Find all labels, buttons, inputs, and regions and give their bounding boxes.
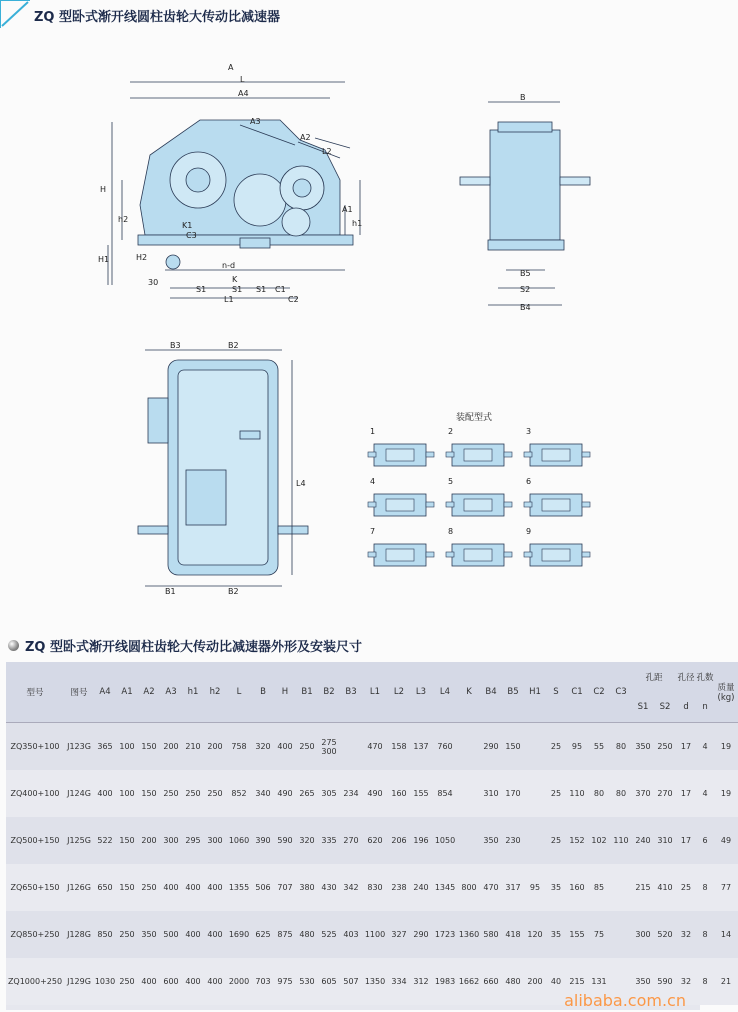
header-cell: A3 <box>160 662 182 723</box>
dim-C2: C2 <box>288 295 299 304</box>
table-cell: 250 <box>138 864 160 911</box>
table-cell: J126G <box>64 864 94 911</box>
dim-H1: H1 <box>98 255 110 264</box>
table-cell: 975 <box>274 958 296 1005</box>
section-title <box>8 636 362 655</box>
table-row <box>6 723 738 771</box>
dim-A3: A3 <box>250 117 261 126</box>
table-cell: 25 <box>546 817 566 864</box>
dim-h2: h2 <box>118 215 129 224</box>
table-cell: 270 <box>654 770 676 817</box>
table-cell: 507 <box>340 958 362 1005</box>
page-title: ZQ 型卧式渐开线圆柱齿轮大传动比减速器 <box>34 10 281 25</box>
table-cell: 530 <box>296 958 318 1005</box>
table-cell: 80 <box>588 770 610 817</box>
table-cell: 320 <box>296 817 318 864</box>
table-cell: 110 <box>610 817 632 864</box>
dimension-table <box>6 662 738 1005</box>
table-cell: 830 <box>362 864 388 911</box>
mounting-number: 8 <box>448 527 454 536</box>
dim-nd: n-d <box>222 261 236 270</box>
table-cell: 300 <box>632 911 654 958</box>
table-cell: 852 <box>226 770 252 817</box>
header-cell: A4 <box>94 662 116 723</box>
table-cell: 380 <box>296 864 318 911</box>
table-cell: 580 <box>480 911 502 958</box>
header-cell: 型号 <box>6 662 64 723</box>
table-row <box>6 817 738 864</box>
table-cell: 32 <box>676 958 696 1005</box>
table-cell: ZQ1000+250 <box>6 958 64 1005</box>
table-cell <box>524 723 546 771</box>
table-cell: 350 <box>480 817 502 864</box>
dim-h1: h1 <box>352 219 363 228</box>
header-cell: B1 <box>296 662 318 723</box>
header-hole-count: 孔数 <box>696 662 714 692</box>
header-cell: B2 <box>318 662 340 723</box>
table-cell: 600 <box>160 958 182 1005</box>
table-cell: 400 <box>94 770 116 817</box>
dim-K1: K1 <box>182 221 193 230</box>
table-cell: 250 <box>116 911 138 958</box>
bullet-icon <box>8 640 19 651</box>
table-cell: 605 <box>318 958 340 1005</box>
table-cell: 1360 <box>458 911 480 958</box>
dim-C1: C1 <box>275 285 286 294</box>
section-title-text: ZQ 型卧式渐开线圆柱齿轮大传动比减速器外形及安装尺寸 <box>25 640 363 655</box>
table-cell: 310 <box>654 817 676 864</box>
table-cell: J123G <box>64 723 94 771</box>
header-cell: K <box>458 662 480 723</box>
table-cell: 215 <box>632 864 654 911</box>
table-cell: J125G <box>64 817 94 864</box>
table-cell: 150 <box>138 723 160 771</box>
dim-B3-top: B3 <box>170 341 181 350</box>
table-cell: 410 <box>654 864 676 911</box>
table-cell: 200 <box>160 723 182 771</box>
table-cell: 155 <box>410 770 432 817</box>
table-cell <box>610 911 632 958</box>
header-cell: L1 <box>362 662 388 723</box>
mounting-title: 装配型式 <box>456 413 493 423</box>
table-cell: 110 <box>566 770 588 817</box>
dim-K: K <box>232 275 238 284</box>
table-cell: 403 <box>340 911 362 958</box>
header-cell: C1 <box>566 662 588 723</box>
header-cell: B5 <box>502 662 524 723</box>
table-cell: 102 <box>588 817 610 864</box>
mounting-type-5 <box>446 477 512 516</box>
dim-L1: L1 <box>224 295 234 304</box>
dim-H2: H2 <box>136 253 148 262</box>
technical-drawing <box>0 30 700 630</box>
table-cell: 350 <box>138 911 160 958</box>
table-cell <box>458 770 480 817</box>
table-cell: 430 <box>318 864 340 911</box>
dim-S1-c: S1 <box>256 285 267 294</box>
table-cell: 158 <box>388 723 410 771</box>
table-cell: J124G <box>64 770 94 817</box>
table-cell: 120 <box>524 911 546 958</box>
table-cell <box>524 817 546 864</box>
watermark: alibaba.com.cn <box>564 991 686 1010</box>
table-cell: 590 <box>654 958 676 1005</box>
table-cell: 19 <box>714 770 738 817</box>
table-cell: 85 <box>588 864 610 911</box>
table-cell: 250 <box>182 770 204 817</box>
table-cell: 707 <box>274 864 296 911</box>
subheader-cell: n <box>696 692 714 723</box>
table-cell: 500 <box>160 911 182 958</box>
table-cell: 758 <box>226 723 252 771</box>
mounting-number: 6 <box>526 477 532 486</box>
mounting-type-9 <box>524 527 590 566</box>
table-cell: 275 300 <box>318 723 340 771</box>
table-cell: 1345 <box>432 864 458 911</box>
dim-A: A <box>228 63 234 72</box>
table-cell: 875 <box>274 911 296 958</box>
mounting-number: 7 <box>370 527 376 536</box>
dim-B4: B4 <box>520 303 531 312</box>
table-cell: 8 <box>696 864 714 911</box>
mounting-number: 4 <box>370 477 376 486</box>
table-cell: 155 <box>566 911 588 958</box>
header-cell: H1 <box>524 662 546 723</box>
table-cell: 300 <box>160 817 182 864</box>
table-cell: 2000 <box>226 958 252 1005</box>
table-cell <box>458 723 480 771</box>
table-cell: 335 <box>318 817 340 864</box>
mounting-number: 2 <box>448 427 454 436</box>
table-cell: 470 <box>362 723 388 771</box>
mounting-number: 1 <box>370 427 376 436</box>
table-cell: 150 <box>116 817 138 864</box>
table-cell: 290 <box>410 911 432 958</box>
table-cell: 400 <box>204 911 226 958</box>
table-cell: 590 <box>274 817 296 864</box>
table-cell: 400 <box>204 864 226 911</box>
table-cell: 100 <box>116 770 138 817</box>
table-cell: 370 <box>632 770 654 817</box>
table-cell: 390 <box>252 817 274 864</box>
table-cell: ZQ850+250 <box>6 911 64 958</box>
table-cell: 40 <box>546 958 566 1005</box>
table-cell: 35 <box>546 911 566 958</box>
header-cell: C2 <box>588 662 610 723</box>
dim-S2: S2 <box>520 285 531 294</box>
table-cell: 206 <box>388 817 410 864</box>
table-cell: 1690 <box>226 911 252 958</box>
table-cell: 234 <box>340 770 362 817</box>
table-cell: 21 <box>714 958 738 1005</box>
table-cell: 1355 <box>226 864 252 911</box>
table-cell: 310 <box>480 770 502 817</box>
table-cell: 1983 <box>432 958 458 1005</box>
table-cell: 17 <box>676 723 696 771</box>
table-cell: 4 <box>696 770 714 817</box>
dim-B1-bottom: B1 <box>165 587 176 596</box>
table-cell: 1662 <box>458 958 480 1005</box>
table-cell: 300 <box>204 817 226 864</box>
table-cell: 480 <box>502 958 524 1005</box>
header-cell: C3 <box>610 662 632 723</box>
header-cell: L <box>226 662 252 723</box>
subheader-cell: d <box>676 692 696 723</box>
table-cell: 1350 <box>362 958 388 1005</box>
header-cell: B4 <box>480 662 502 723</box>
table-cell <box>524 770 546 817</box>
table-cell: 620 <box>362 817 388 864</box>
mounting-type-6 <box>524 477 590 516</box>
table-cell: 25 <box>546 723 566 771</box>
mounting-type-7 <box>368 527 434 566</box>
table-cell: 490 <box>362 770 388 817</box>
dim-L: L <box>240 75 245 84</box>
table-cell: 520 <box>654 911 676 958</box>
table-cell: 200 <box>138 817 160 864</box>
table-cell: 17 <box>676 770 696 817</box>
table-cell: 490 <box>274 770 296 817</box>
table-cell: 150 <box>138 770 160 817</box>
table-cell: 150 <box>502 723 524 771</box>
table-cell: 418 <box>502 911 524 958</box>
table-cell: 625 <box>252 911 274 958</box>
subheader-cell: S1 <box>632 692 654 723</box>
dim-L4: L4 <box>296 479 306 488</box>
table-cell: 160 <box>566 864 588 911</box>
header-cell: 质量(kg) <box>714 662 738 723</box>
dim-S1-a: S1 <box>196 285 207 294</box>
dim-H: H <box>100 185 107 194</box>
table-cell: 522 <box>94 817 116 864</box>
dim-B2-bottom: B2 <box>228 587 239 596</box>
header-cell: L3 <box>410 662 432 723</box>
table-cell: 334 <box>388 958 410 1005</box>
table-cell: 350 <box>632 723 654 771</box>
table-cell: 365 <box>94 723 116 771</box>
table-cell: 650 <box>94 864 116 911</box>
table-cell: 240 <box>410 864 432 911</box>
table-cell: 1030 <box>94 958 116 1005</box>
table-cell: ZQ350+100 <box>6 723 64 771</box>
table-cell: 152 <box>566 817 588 864</box>
dim-30: 30 <box>148 278 159 287</box>
table-cell: 312 <box>410 958 432 1005</box>
table-cell: 80 <box>610 723 632 771</box>
header-cell: B3 <box>340 662 362 723</box>
table-cell: 1050 <box>432 817 458 864</box>
table-cell: 240 <box>632 817 654 864</box>
table-cell: 210 <box>182 723 204 771</box>
dim-B: B <box>520 93 526 102</box>
table-cell: 160 <box>388 770 410 817</box>
table-cell: ZQ500+150 <box>6 817 64 864</box>
table-cell: 95 <box>524 864 546 911</box>
dimension-table-container <box>6 662 735 1010</box>
table-cell: 8 <box>696 911 714 958</box>
table-cell: 660 <box>480 958 502 1005</box>
mounting-type-2 <box>446 427 512 466</box>
table-cell: 1100 <box>362 911 388 958</box>
table-cell: 327 <box>388 911 410 958</box>
table-cell: 400 <box>274 723 296 771</box>
dim-B5: B5 <box>520 269 531 278</box>
table-cell: 25 <box>546 770 566 817</box>
table-cell: 320 <box>252 723 274 771</box>
table-cell: 340 <box>252 770 274 817</box>
table-cell: ZQ650+150 <box>6 864 64 911</box>
dim-B2-top: B2 <box>228 341 239 350</box>
table-cell: 506 <box>252 864 274 911</box>
dim-L2: L2 <box>322 147 332 156</box>
header-cell: H <box>274 662 296 723</box>
table-cell: 854 <box>432 770 458 817</box>
table-cell: 295 <box>182 817 204 864</box>
table-cell: 137 <box>410 723 432 771</box>
table-row <box>6 911 738 958</box>
table-row <box>6 864 738 911</box>
table-cell: 25 <box>676 864 696 911</box>
table-cell: 4 <box>696 723 714 771</box>
table-cell: 400 <box>138 958 160 1005</box>
table-cell: 270 <box>340 817 362 864</box>
table-cell: 200 <box>524 958 546 1005</box>
table-cell: 850 <box>94 911 116 958</box>
table-cell: 8 <box>696 958 714 1005</box>
mounting-number: 3 <box>526 427 532 436</box>
table-cell: 250 <box>160 770 182 817</box>
table-cell: 196 <box>410 817 432 864</box>
header-cell: B <box>252 662 274 723</box>
table-cell: 305 <box>318 770 340 817</box>
dim-C3: C3 <box>186 231 197 240</box>
table-cell: ZQ400+100 <box>6 770 64 817</box>
table-cell: 317 <box>502 864 524 911</box>
table-cell: 49 <box>714 817 738 864</box>
table-cell: 250 <box>204 770 226 817</box>
header-cell: A1 <box>116 662 138 723</box>
table-cell: 250 <box>296 723 318 771</box>
table-cell: 250 <box>654 723 676 771</box>
table-cell: 400 <box>182 864 204 911</box>
mounting-type-4 <box>368 477 434 516</box>
header-cell: h1 <box>182 662 204 723</box>
table-cell: 1723 <box>432 911 458 958</box>
table-cell: J129G <box>64 958 94 1005</box>
header-cell: L2 <box>388 662 410 723</box>
table-cell: 170 <box>502 770 524 817</box>
table-cell: 400 <box>160 864 182 911</box>
table-cell: 6 <box>696 817 714 864</box>
table-cell: 290 <box>480 723 502 771</box>
header-cell: L4 <box>432 662 458 723</box>
dim-A4: A4 <box>238 89 249 98</box>
dim-A2: A2 <box>300 133 311 142</box>
table-cell: 250 <box>116 958 138 1005</box>
header-hole-distance: 孔距 <box>632 662 676 692</box>
table-cell <box>458 817 480 864</box>
table-cell: 200 <box>204 723 226 771</box>
table-cell: 55 <box>588 723 610 771</box>
table-cell: 480 <box>296 911 318 958</box>
header-cell: 图号 <box>64 662 94 723</box>
table-cell: 400 <box>204 958 226 1005</box>
table-cell: 238 <box>388 864 410 911</box>
table-cell: 760 <box>432 723 458 771</box>
table-cell: 100 <box>116 723 138 771</box>
table-cell <box>340 723 362 771</box>
table-cell: 703 <box>252 958 274 1005</box>
table-cell: 77 <box>714 864 738 911</box>
table-cell: 1060 <box>226 817 252 864</box>
header-cell: h2 <box>204 662 226 723</box>
header-cell: S <box>546 662 566 723</box>
table-cell: 32 <box>676 911 696 958</box>
table-cell: 342 <box>340 864 362 911</box>
table-cell: 525 <box>318 911 340 958</box>
mounting-number: 9 <box>526 527 532 536</box>
table-cell: 131 <box>588 958 610 1005</box>
mounting-number: 5 <box>448 477 454 486</box>
table-cell: 75 <box>588 911 610 958</box>
mounting-type-1 <box>368 427 434 466</box>
mounting-type-3 <box>524 427 590 466</box>
table-cell: 400 <box>182 911 204 958</box>
table-cell: 17 <box>676 817 696 864</box>
header-cell: A2 <box>138 662 160 723</box>
table-cell: J128G <box>64 911 94 958</box>
table-cell: 400 <box>182 958 204 1005</box>
table-cell: 80 <box>610 770 632 817</box>
table-cell: 150 <box>116 864 138 911</box>
table-cell: 800 <box>458 864 480 911</box>
table-cell <box>610 864 632 911</box>
table-cell: 350 <box>632 958 654 1005</box>
table-row <box>6 770 738 817</box>
table-cell: 95 <box>566 723 588 771</box>
table-cell: 19 <box>714 723 738 771</box>
mounting-type-8 <box>446 527 512 566</box>
header-hole-diameter: 孔径 <box>676 662 696 692</box>
table-cell: 230 <box>502 817 524 864</box>
table-cell: 265 <box>296 770 318 817</box>
dim-A1: A1 <box>342 205 353 214</box>
dim-S1-b: S1 <box>232 285 243 294</box>
subheader-cell: S2 <box>654 692 676 723</box>
table-cell: 14 <box>714 911 738 958</box>
table-cell: 215 <box>566 958 588 1005</box>
corner-arrow-icon <box>0 0 34 30</box>
table-cell: 470 <box>480 864 502 911</box>
table-cell: 35 <box>546 864 566 911</box>
